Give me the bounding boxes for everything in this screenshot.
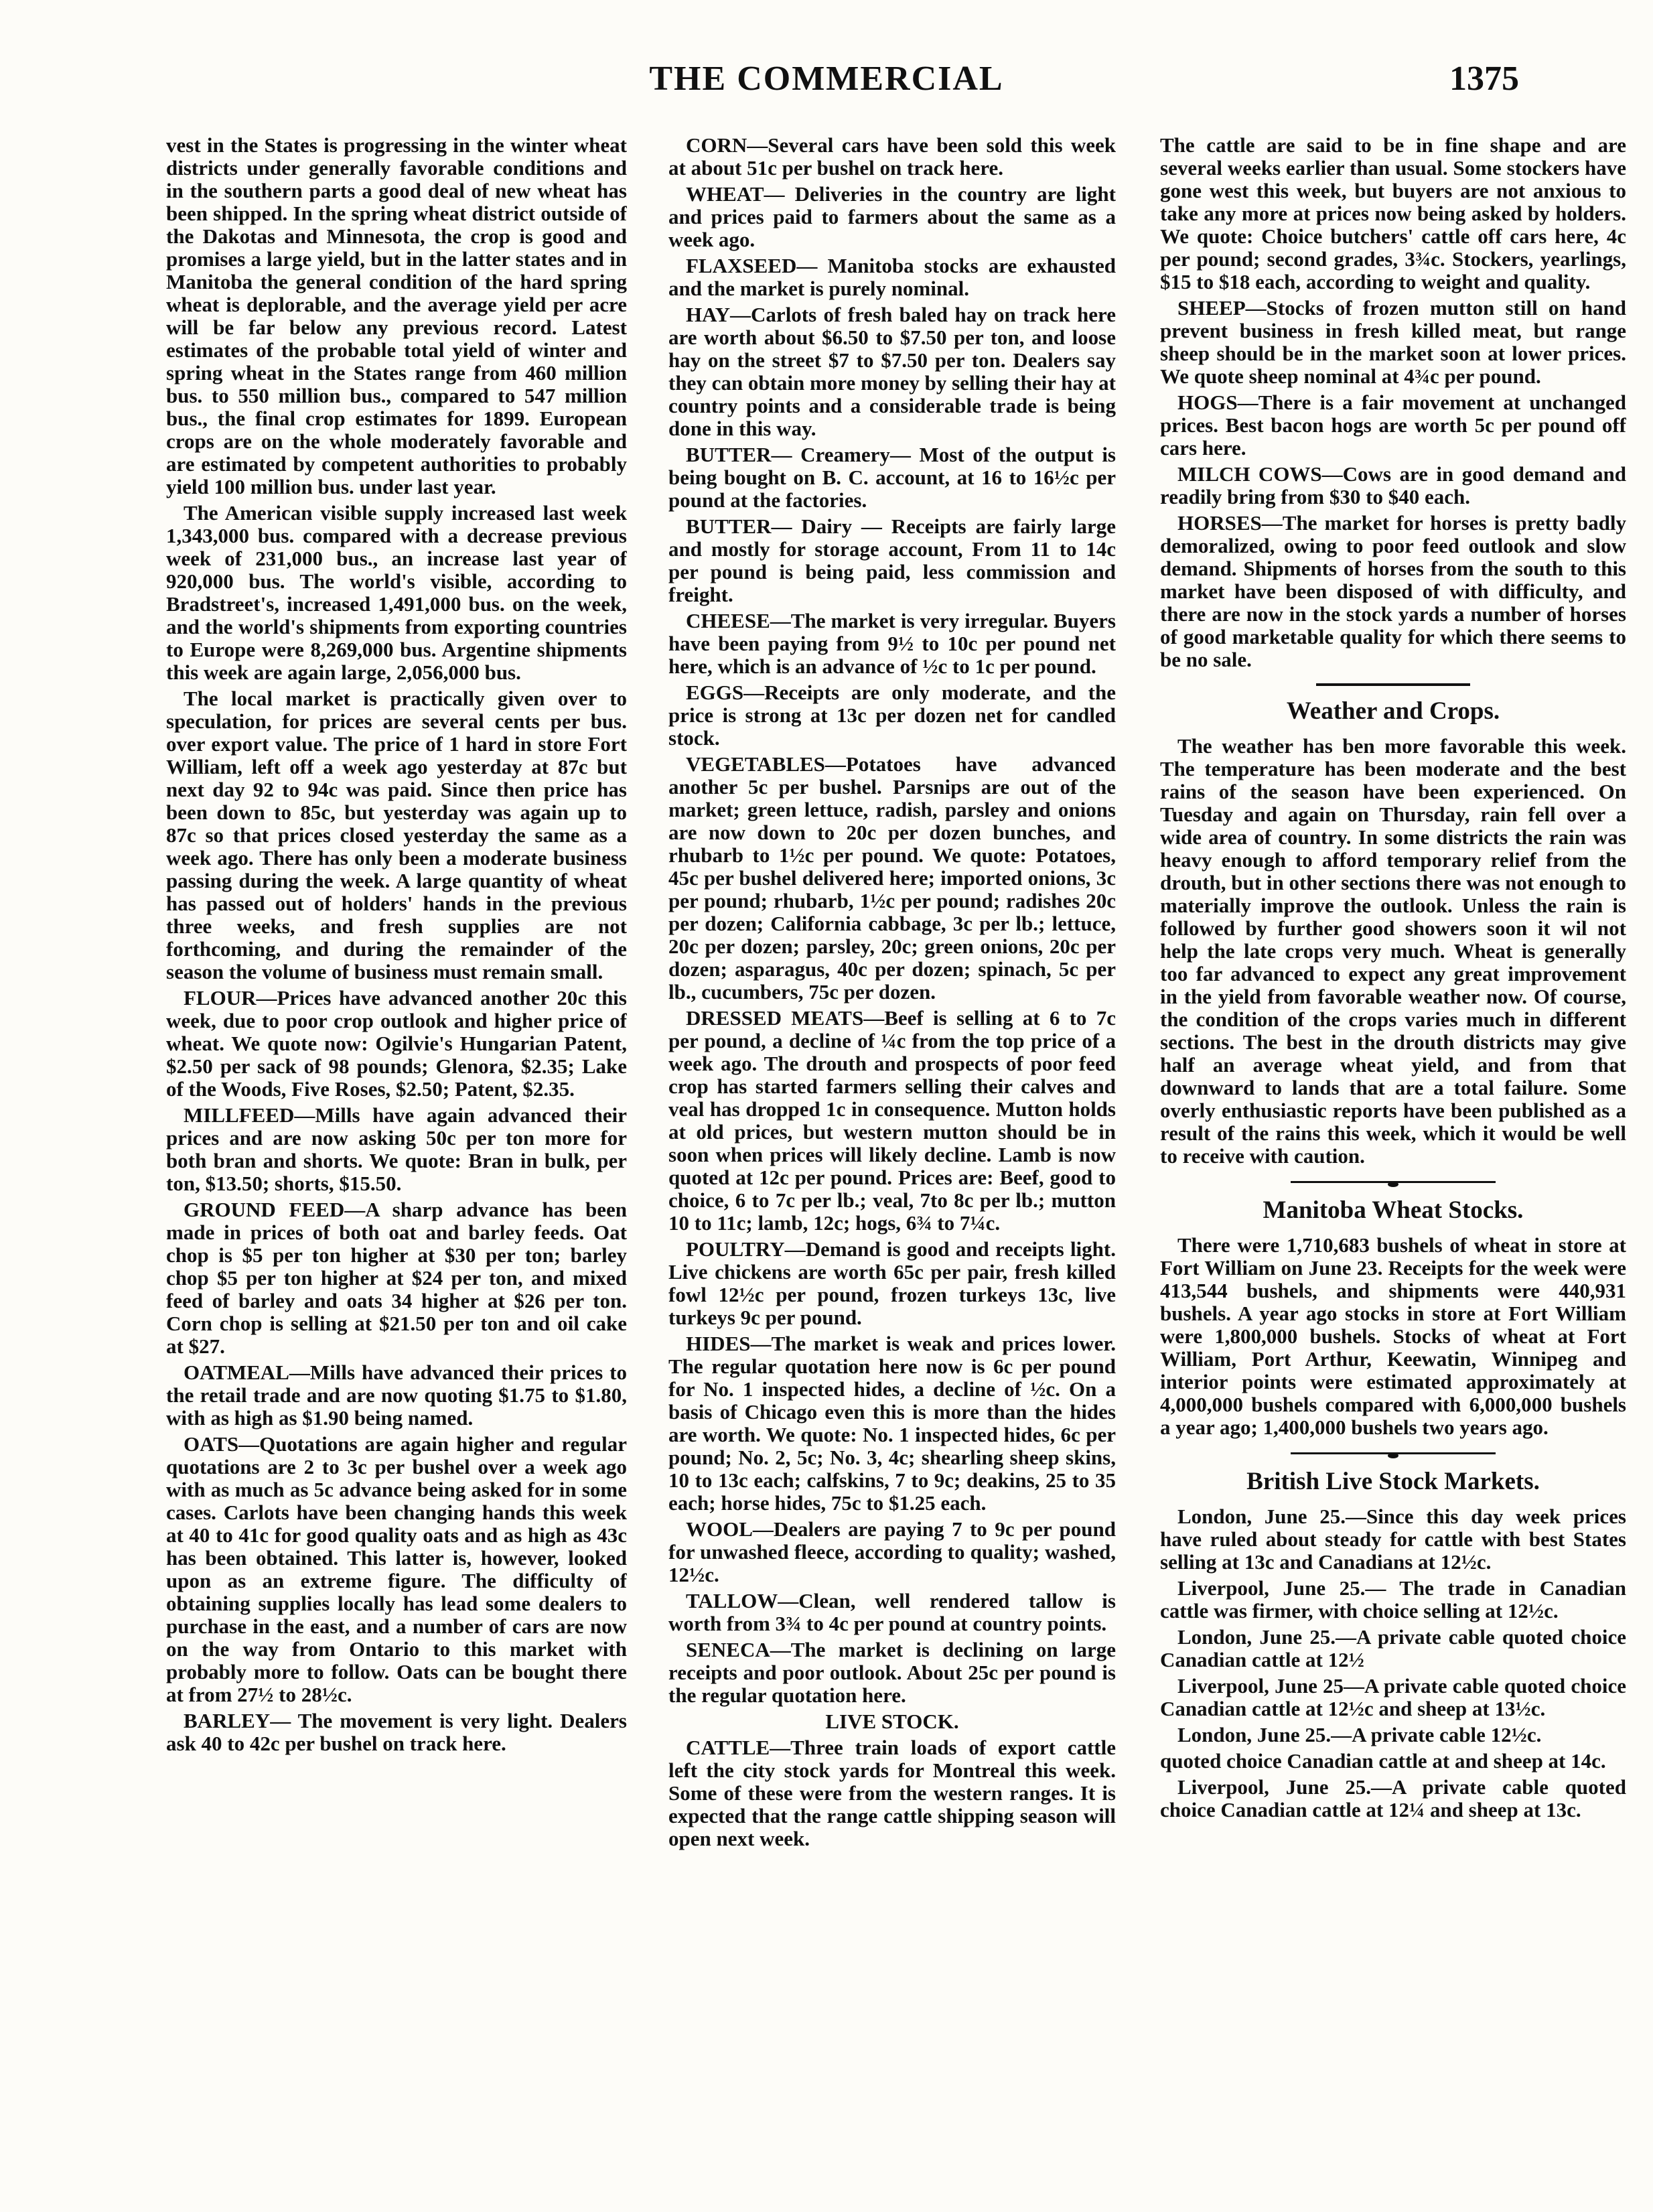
flaxseed-paragraph: FLAXSEED— Manitoba stocks are exhausted and the market is purely nominal. [668, 254, 1116, 300]
poultry-paragraph: POULTRY—Demand is good and receipts light. Live chickens are worth 65c per pair, fresh killed fowl 12½c per pound, frozen turkeys 13c, live turkeys 9c per pound. [668, 1237, 1116, 1329]
cattle-paragraph: CATTLE—Three train loads of export cattle left the city stock yards for Montreal this week. Some of these were from the western ranges. It is expected that the range cattle shipping season will open next week. [668, 1736, 1116, 1850]
corn-paragraph: CORN—Several cars have been sold this week at about 51c per bushel on track here. [668, 134, 1116, 180]
column-1 [166, 134, 627, 2157]
eggs-paragraph: EGGS—Receipts are only moderate, and the price is strong at 13c per dozen net for candled stock. [668, 681, 1116, 750]
butter-creamery-paragraph: BUTTER— Creamery— Most of the output is being bought on B. C. account, at 16 to 16½c per pound at the factories. [668, 443, 1116, 512]
millfeed-paragraph: MILLFEED—Mills have again advanced their prices and are now asking 50c per ton more for both bran and shorts. We quote: Bran in bulk, per ton, $13.50; shorts, $15.50. [166, 1103, 627, 1195]
live-stock-subheading: LIVE STOCK. [825, 1710, 959, 1733]
british-item: Liverpool, June 25.—A private cable quoted choice Canadian cattle at 12¼ and sheep at 13c. [1160, 1775, 1626, 1821]
tallow-paragraph: TALLOW—Clean, well rendered tallow is worth from 3¾ to 4c per pound at country points. [668, 1589, 1116, 1635]
wheat-stocks-paragraph: There were 1,710,683 bushels of wheat in store at Fort William on June 23. Receipts for the week were 413,544 bushels, and shipments were 440,931 bushels. A year ago stocks in store at Fort William were 1,800,000 bushels. Stocks of wheat at Fort William, Port Arthur, Keewatin, Winnipeg and interior points were estimated approximately at 4,000,000 bushels compared with 6,000,000 bushels a year ago; 1,400,000 bushels two years ago. [1160, 1233, 1626, 1439]
oatmeal-paragraph: OATMEAL—Mills have advanced their prices to the retail trade and are now quoting $1.75 to $1.80, with as high as $1.90 being named. [166, 1361, 627, 1430]
column-3 [1160, 134, 1626, 2157]
paragraph: The American visible supply increased last week 1,343,000 bus. compared with a decrease previous week of 231,000 bus., an increase last year of 920,000 bus. The world's visible, according to Bradstreet's, increased 1,491,000 bus. on the week, and the world's shipments from exporting countries to Europe were 8,269,000 bus. Argentine shipments this week are again large, 2,056,000 bus. [166, 501, 627, 684]
wheat-paragraph: WHEAT— Deliveries in the country are light and prices paid to farmers about the same as a week ago. [668, 182, 1116, 251]
wool-paragraph: WOOL—Dealers are paying 7 to 9c per pound for unwashed fleece, according to quality; washed, 12½c. [668, 1517, 1116, 1586]
paragraph: The local market is practically given over to speculation, for prices are several cents per bus. over export value. The price of 1 hard in store Fort William, left off a week ago yesterday at 87c but next day 92 to 94c was paid. Since then price has been down to 85c, but yesterday was again up to 87c so that prices closed yesterday the same as a week ago. There has only been a moderate business passing during the week. A large quantity of wheat has passed out of holders' hands in the previous three weeks, and fresh supplies are not forthcoming, and during the remainder of the season the volume of business must remain small. [166, 687, 627, 983]
weather-heading: Weather and Crops. [1286, 697, 1500, 725]
british-item: Liverpool, June 25.— The trade in Canadian cattle was firmer, with choice selling at 12½c. [1160, 1576, 1626, 1622]
paragraph: The cattle are said to be in fine shape and are several weeks earlier than usual. Some stockers have gone west this week, but buyers are not anxious to take any more at prices now being asked by holders. We quote: Choice butchers' cattle off cars here, 4c per pound; second grades, 3¾c. Stockers, yearlings, $15 to $18 each, according to weight and quality. [1160, 134, 1626, 293]
sheep-paragraph: SHEEP—Stocks of frozen mutton still on hand prevent business in fresh killed meat, but range sheep should be in the market soon at lower prices. We quote sheep nominal at 4¾c per pound. [1160, 296, 1626, 388]
british-item: quoted choice Canadian cattle at and sheep at 14c. [1160, 1749, 1606, 1773]
ornament-divider [1160, 1450, 1626, 1456]
vegetables-paragraph: VEGETABLES—Potatoes have advanced another 5c per bushel. Parsnips are out of the market; green lettuce, radish, parsley and onions are now down to 20c per dozen bunches, and rhubarb to 1½c per pound. We quote: Potatoes, 45c per bushel delivered here; imported onions, 3c per pound; rhubarb, 1½c per pound; radishes 20c per dozen; California cabbage, 3c per lb.; lettuce, 20c per dozen; parsley, 20c; green onions, 20c per dozen; asparagus, 40c per dozen; spinach, 5c per lb., cucumbers, 75c per dozen. [668, 752, 1116, 1004]
british-item: London, June 25.—A private cable quoted choice Canadian cattle at 12½ [1160, 1625, 1626, 1671]
horses-paragraph: HORSES—The market for horses is pretty badly demoralized, owing to poor feed outlook and slow demand. Shipments of horses from the south to this market have been disposed of with difficulty, and there are now in the stock yards a number of horses of good marketable quality for which there seems to be no sale. [1160, 511, 1626, 671]
hay-paragraph: HAY—Carlots of fresh baled hay on track here are worth about $6.50 to $7.50 per ton, and loose hay on the street $7 to $7.50 per ton. Dealers say they can obtain more money by selling their hay at country points and a considerable trade is being done in this way. [668, 303, 1116, 440]
british-heading: British Live Stock Markets. [1246, 1468, 1540, 1495]
butter-dairy-paragraph: BUTTER— Dairy — Receipts are fairly large and mostly for storage account, From 11 to 14c per pound is being paid, less commission and freight. [668, 514, 1116, 606]
british-item: Liverpool, June 25—A private cable quoted choice Canadian cattle at 12½c and sheep at 13½c. [1160, 1674, 1626, 1720]
british-item: London, June 25.—A private cable 12½c. [1177, 1723, 1542, 1746]
weather-paragraph: The weather has ben more favorable this week. The temperature has been moderate and the best rains of the season have been experienced. On Tuesday and again on Thursday, rain fell over a wide area of country. In some districts the rain was heavy enough to afford temporary relief from the drouth, but in other sections there was not enough to materially improve the outlook. Unless the rain is followed by further good showers soon it wil not help the late crops very much. Wheat is generally too far advanced to expect any great improvement in the yield from favorable weather now. Of course, the condition of the crops varies much in different sections. The best in the drouth districts may give half an average wheat yield, and from that downward to lands that are a total failure. Some overly enthusiastic reports have been published as a result of the rains this week, which it would be well to receive with caution. [1160, 734, 1626, 1168]
paragraph: vest in the States is progressing in the winter wheat districts under generally favorable conditions and in the southern parts a good deal of new wheat has been shipped. In the spring wheat district outside of the Dakotas and Minnesota, the crop is good and promises a large yield, but in the latter states and in Manitoba the general condition of the hard spring wheat is deplorable, and the average yield per acre will be far below any previous record. Latest estimates of the probable total yield of winter and spring wheat in the States range from 460 million bus. to 550 million bus., compared to 547 million bus., the final crop estimates for 1899. European crops are on the whole moderately favorable and are estimated by competent authorities to probably yield 100 million bus. under last year. [166, 134, 627, 498]
wheat-stocks-heading: Manitoba Wheat Stocks. [1263, 1196, 1524, 1224]
british-item: London, June 25.—Since this day week prices have ruled about steady for cattle with best States selling at 13c and Canadians at 12½c. [1160, 1505, 1626, 1574]
column-2 [668, 134, 1116, 2157]
ground-feed-paragraph: GROUND FEED—A sharp advance has been made in prices of both oat and barley feeds. Oat chop is $5 per ton higher at $30 per ton; barley chop $5 per ton higher at $24 per ton, and mixed feed of barley and oats 34 higher at $26 per ton. Corn chop is selling at $21.50 per ton and oil cake at $27. [166, 1198, 627, 1358]
section-divider [1316, 683, 1470, 686]
page-number: 1375 [1449, 60, 1519, 98]
hogs-paragraph: HOGS—There is a fair movement at unchanged prices. Best bacon hogs are worth 5c per pound off cars here. [1160, 391, 1626, 460]
barley-paragraph: BARLEY— The movement is very light. Dealers ask 40 to 42c per bushel on track here. [166, 1709, 627, 1755]
cheese-paragraph: CHEESE—The market is very irregular. Buyers have been paying from 9½ to 10c per pound net here, which is an advance of ½c to 1c per pound. [668, 609, 1116, 678]
dressed-meats-paragraph: DRESSED MEATS—Beef is selling at 6 to 7c per pound, a decline of ¼c from the top price of a week ago. The drouth and prospects of poor feed crop has started farmers selling their calves and veal has dropped 1c in consequence. Mutton holds at old prices, but western mutton should be in soon when prices will likely decline. Lamb is now quoted at 12c per pound. Prices are: Beef, good to choice, 6 to 7c per lb.; veal, 7to 8c per lb.; mutton 10 to 11c; lamb, 12c; hogs, 6¾ to 7¼c. [668, 1006, 1116, 1235]
oats-paragraph: OATS—Quotations are again higher and regular quotations are 2 to 3c per bushel over a week ago with as much as 5c advance being asked for in some cases. Carlots have been changing hands this week at 40 to 41c for good quality oats and as high as 43c has been obtained. This latter is, however, looked upon as an extreme figure. The difficulty of obtaining supplies locally has lead some dealers to purchase in the east, and a number of cars are now on the way from Ontario to this market with probably more to follow. Oats can be bought there at from 27½ to 28½c. [166, 1432, 627, 1706]
ornament-divider [1160, 1178, 1626, 1185]
page-header [0, 59, 1653, 113]
flour-paragraph: FLOUR—Prices have advanced another 20c this week, due to poor crop outlook and higher price of wheat. We quote now: Ogilvie's Hungarian Patent, $2.50 per sack of 98 pounds; Glenora, $2.35; Lake of the Woods, Five Roses, $2.50; Patent, $2.35. [166, 986, 627, 1101]
milch-cows-paragraph: MILCH COWS—Cows are in good demand and readily bring from $30 to $40 each. [1160, 462, 1626, 508]
running-title: THE COMMERCIAL [649, 60, 1004, 98]
hides-paragraph: HIDES—The market is weak and prices lower. The regular quotation here now is 6c per pound for No. 1 inspected hides, a decline of ½c. On a basis of Chicago even this is more than the hides are worth. We quote: No. 1 inspected hides, 6c per pound; No. 2, 5c; No. 3, 4c; shearling sheep skins, 10 to 13c each; calfskins, 7 to 9c; deakins, 25 to 35 each; horse hides, 75c to $1.25 each. [668, 1332, 1116, 1515]
seneca-paragraph: SENECA—The market is declining on large receipts and poor outlook. About 25c per pound is the regular quotation here. [668, 1638, 1116, 1707]
